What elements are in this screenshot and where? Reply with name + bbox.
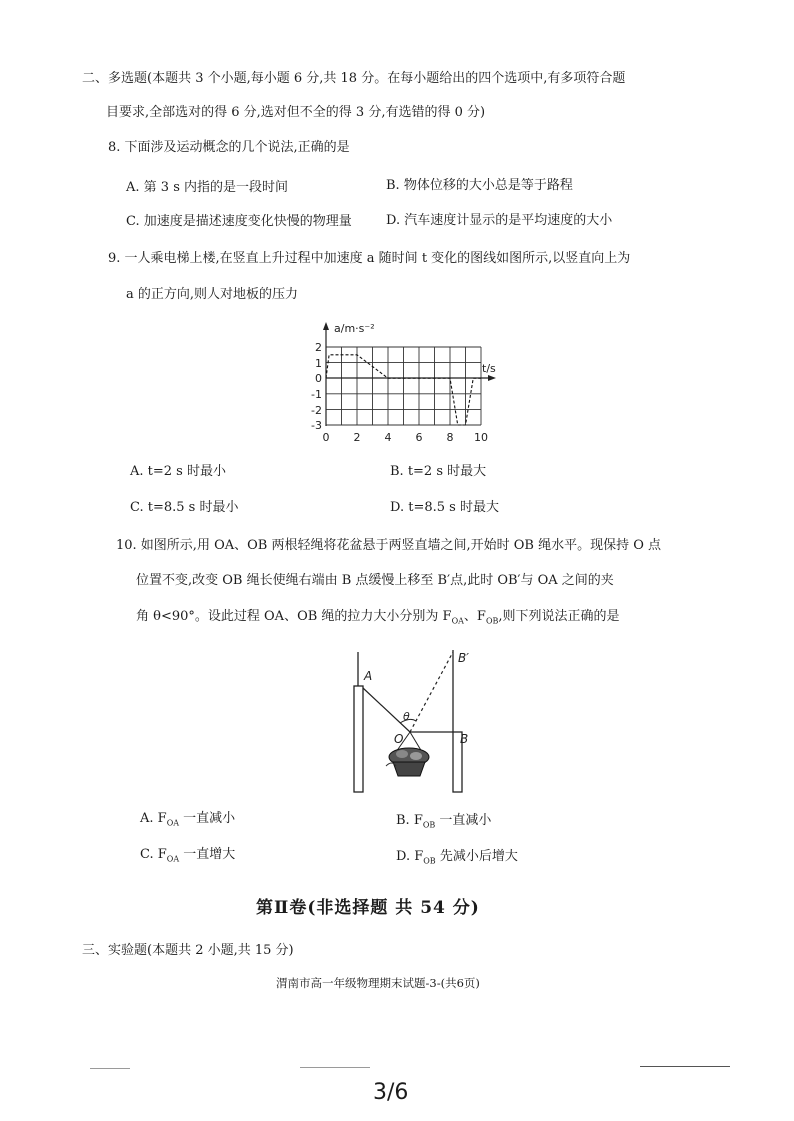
chart-yticks bbox=[311, 341, 322, 432]
acceleration-time-chart bbox=[296, 318, 516, 446]
scan-artifact-line bbox=[300, 1067, 370, 1068]
x-tick-label: 2 bbox=[353, 431, 361, 444]
chart-ylabel: a/m·s⁻² bbox=[334, 322, 375, 335]
x-axis-arrow bbox=[488, 375, 496, 381]
q10-option-c-prefix: C. F bbox=[140, 847, 167, 862]
q10-line3-text: 角 θ<90°。设此过程 OA、OB 绳的拉力大小分别为 F bbox=[136, 609, 452, 624]
q10-option-a-prefix: A. F bbox=[140, 811, 167, 826]
q8-option-d: D. 汽车速度计显示的是平均速度的大小 bbox=[386, 213, 613, 228]
q10-option-c-sub: OA bbox=[166, 854, 180, 864]
x-tick-label: 6 bbox=[415, 431, 423, 444]
chart-xlabel: t/s bbox=[482, 362, 496, 375]
q10-option-a-sub: OA bbox=[166, 818, 180, 828]
q8-option-a: A. 第 3 s 内指的是一段时间 bbox=[126, 180, 288, 195]
q10-option-d-prefix: D. F bbox=[396, 849, 424, 864]
rope-ob-prime-dashed bbox=[410, 652, 453, 732]
x-tick-label: 4 bbox=[384, 431, 392, 444]
label-a: A bbox=[364, 669, 373, 683]
chart-axes bbox=[323, 322, 496, 426]
q10-option-b bbox=[396, 813, 491, 834]
q9-option-a: A. t=2 s 时最小 bbox=[130, 464, 226, 479]
page-number: 3/6 bbox=[373, 1080, 409, 1105]
chart-xticks bbox=[323, 431, 489, 444]
q10-option-c bbox=[140, 847, 235, 868]
q10-stem-line2: 位置不变,改变 OB 绳长使绳右端由 B 点缓慢上移至 B′点,此时 OB′与 OA 之间的夹 bbox=[136, 573, 614, 588]
y-tick-label: 2 bbox=[315, 341, 322, 354]
flower-pot-icon bbox=[386, 748, 429, 776]
q10-line3-end: ,则下列说法正确的是 bbox=[498, 609, 620, 624]
q10-stem-line3 bbox=[136, 609, 620, 630]
y-axis-arrow bbox=[323, 322, 329, 330]
section2-header-line2: 目要求,全部选对的得 6 分,选对但不全的得 3 分,有选错的得 0 分) bbox=[106, 105, 486, 120]
x-tick-label: 8 bbox=[446, 431, 454, 444]
q10-option-d bbox=[396, 849, 518, 870]
q10-line3-sub-ob: OB bbox=[485, 616, 499, 626]
label-theta: θ bbox=[403, 710, 410, 723]
q10-rope-figure bbox=[340, 644, 490, 794]
q10-option-d-sub: OB bbox=[423, 856, 436, 866]
x-tick-label: 10 bbox=[474, 431, 488, 444]
q9-option-c: C. t=8.5 s 时最小 bbox=[130, 500, 239, 515]
part2-title: 第Ⅱ卷(非选择题 共 54 分) bbox=[256, 898, 480, 918]
q10-line3-mid: 、F bbox=[463, 609, 486, 624]
q10-option-a bbox=[140, 811, 235, 832]
q8-stem: 8. 下面涉及运动概念的几个说法,正确的是 bbox=[108, 140, 350, 155]
y-tick-label: 0 bbox=[315, 372, 322, 385]
label-b: B bbox=[460, 732, 469, 746]
q10-stem-line1: 10. 如图所示,用 OA、OB 两根轻绳将花盆悬于两竖直墙之间,开始时 OB 绳水平。现保持 O 点 bbox=[116, 538, 661, 553]
label-b-prime: B′ bbox=[458, 651, 469, 665]
section2-header-line1: 二、多选题(本题共 3 个小题,每小题 6 分,共 18 分。在每小题给出的四个选项中,有多项符合题 bbox=[82, 71, 626, 86]
section3-header: 三、实验题(本题共 2 小题,共 15 分) bbox=[82, 943, 294, 958]
q9-stem-line1: 9. 一人乘电梯上楼,在竖直上升过程中加速度 a 随时间 t 变化的图线如图所示,以竖直向上为 bbox=[108, 251, 631, 266]
q10-option-c-suffix: 一直增大 bbox=[179, 847, 236, 862]
q10-option-b-sub: OB bbox=[422, 820, 436, 830]
page-footer: 渭南市高一年级物理期末试题-3-(共6页) bbox=[276, 976, 480, 990]
scan-artifact-line bbox=[640, 1066, 730, 1067]
label-o: O bbox=[394, 732, 404, 746]
q10-option-d-suffix: 先减小后增大 bbox=[435, 849, 518, 864]
q9-option-b: B. t=2 s 时最大 bbox=[390, 464, 487, 479]
q10-option-b-suffix: 一直减小 bbox=[435, 813, 492, 828]
q10-option-a-suffix: 一直减小 bbox=[179, 811, 236, 826]
y-tick-label: -1 bbox=[311, 388, 322, 401]
y-tick-label: -3 bbox=[311, 419, 322, 432]
q9-option-d: D. t=8.5 s 时最大 bbox=[390, 500, 499, 515]
q9-stem-line2: a 的正方向,则人对地板的压力 bbox=[126, 287, 299, 302]
q8-option-c: C. 加速度是描述速度变化快慢的物理量 bbox=[126, 214, 352, 229]
q10-option-b-prefix: B. F bbox=[396, 813, 423, 828]
chart-grid bbox=[326, 347, 481, 425]
y-tick-label: -2 bbox=[311, 404, 322, 417]
q8-option-b: B. 物体位移的大小总是等于路程 bbox=[386, 178, 573, 193]
scan-artifact-line bbox=[90, 1068, 130, 1069]
left-wall bbox=[354, 686, 363, 792]
q10-line3-sub-oa: OA bbox=[451, 616, 464, 626]
x-tick-label: 0 bbox=[322, 431, 330, 444]
y-tick-label: 1 bbox=[315, 357, 322, 370]
